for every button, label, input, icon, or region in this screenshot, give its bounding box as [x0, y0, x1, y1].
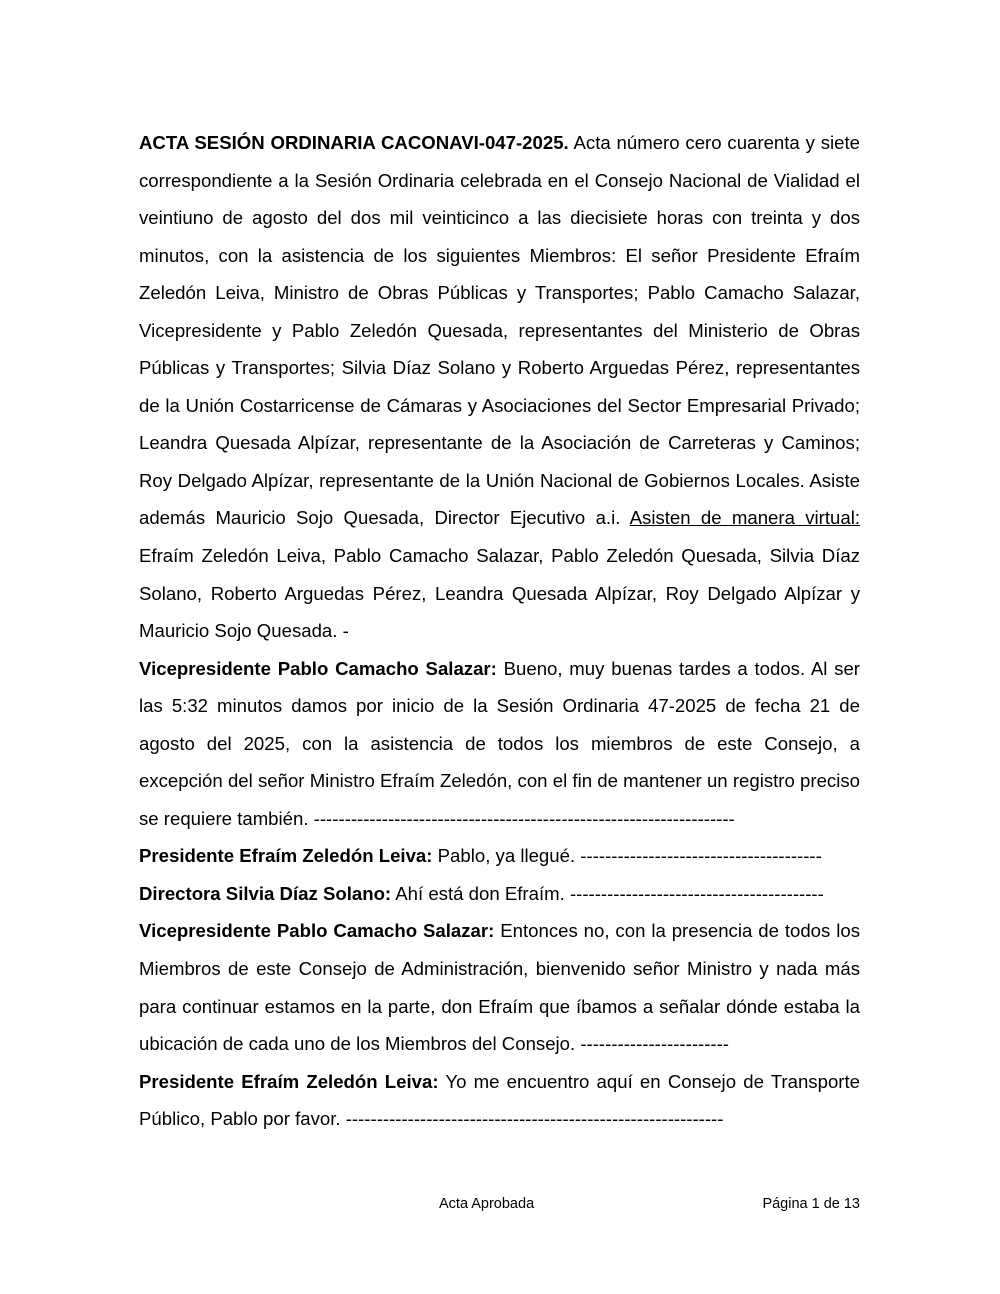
minutes-entry: [139, 650, 860, 838]
dash-filler: ------------------------: [580, 1033, 729, 1055]
speech-text: Bueno, muy buenas tardes a todos. Al ser las 5:32 minutos damos por inicio de la Sesión Ordinaria 47-2025 de fecha 21 de agosto del 2025, con la asistencia de todos los miembros de este Consejo, a excepción del señor Ministro Efraím Zeledón, con el fin de mantener un registro preciso se requiere también.: [139, 657, 860, 829]
intro-paragraph: [139, 124, 860, 650]
document-body: [139, 124, 860, 1138]
speaker-name: Presidente Efraím Zeledón Leiva:: [139, 1070, 439, 1092]
footer-page-number: Página 1 de 13: [762, 1196, 860, 1212]
speech-text: Entonces no, con la presencia de todos los Miembros de este Consejo de Administración, bienvenido señor Ministro y nada más para continuar estamos en la parte, don Efraím que íbamos a señalar dónde estaba la ubicación de cada uno de los Miembros del Consejo.: [139, 920, 860, 1055]
minutes-entry: [139, 1063, 860, 1138]
dash-filler: -------------------------------------------------------------: [345, 1108, 724, 1130]
speaker-name: Directora Silvia Díaz Solano:: [139, 882, 392, 904]
minutes-entry: [139, 837, 860, 875]
dash-filler: ---------------------------------------: [580, 845, 822, 867]
speech-text: Yo me encuentro aquí en Consejo de Transporte Público, Pablo por favor.: [139, 1070, 860, 1130]
minutes-entry: [139, 912, 860, 1062]
minutes-entry: [139, 875, 860, 913]
speaker-name: Vicepresidente Pablo Camacho Salazar:: [139, 920, 495, 942]
footer-status: Acta Aprobada: [439, 1196, 535, 1212]
speaker-name: Vicepresidente Pablo Camacho Salazar:: [139, 657, 497, 679]
speech-text: Pablo, ya llegué.: [432, 845, 581, 867]
dash-filler: --------------------------------------------------------------------: [313, 807, 735, 829]
document-title: ACTA SESIÓN ORDINARIA CACONAVI-047-2025.: [139, 132, 569, 153]
dash-filler: -----------------------------------------: [569, 882, 824, 904]
intro-text-part1: Acta número cero cuarenta y siete correspondiente a la Sesión Ordinaria celebrada en el Consejo Nacional de Vialidad el veintiuno de agosto del dos mil veinticinco a las diecisiete horas con treinta y dos minutos, con la asistencia de los siguientes Miembros: El señor Presidente Efraím Zeledón Leiva, Ministro de Obras Públicas y Transportes; Pablo Camacho Salazar, Vicepresidente y Pablo Zeledón Quesada, representantes del Ministerio de Obras Públicas y Transportes; Silvia Díaz Solano y Roberto Arguedas Pérez, representantes de la Unión Costarricense de Cámaras y Asociaciones del Sector Empresarial Privado; Leandra Quesada Alpízar, representante de la Asociación de Carreteras y Caminos; Roy Delgado Alpízar, representante de la Unión Nacional de Gobiernos Locales. Asiste además Mauricio Sojo Quesada, Director Ejecutivo a.i.: [139, 132, 860, 529]
speaker-name: Presidente Efraím Zeledón Leiva:: [139, 845, 433, 867]
intro-text-part2: Efraím Zeledón Leiva, Pablo Camacho Salazar, Pablo Zeledón Quesada, Silvia Díaz Solano, Roberto Arguedas Pérez, Leandra Quesada Alpízar, Roy Delgado Alpízar y Mauricio Sojo Quesada. -: [139, 545, 860, 642]
virtual-attendance-label: Asisten de manera virtual:: [629, 507, 860, 529]
speech-text: Ahí está don Efraím.: [391, 882, 570, 904]
